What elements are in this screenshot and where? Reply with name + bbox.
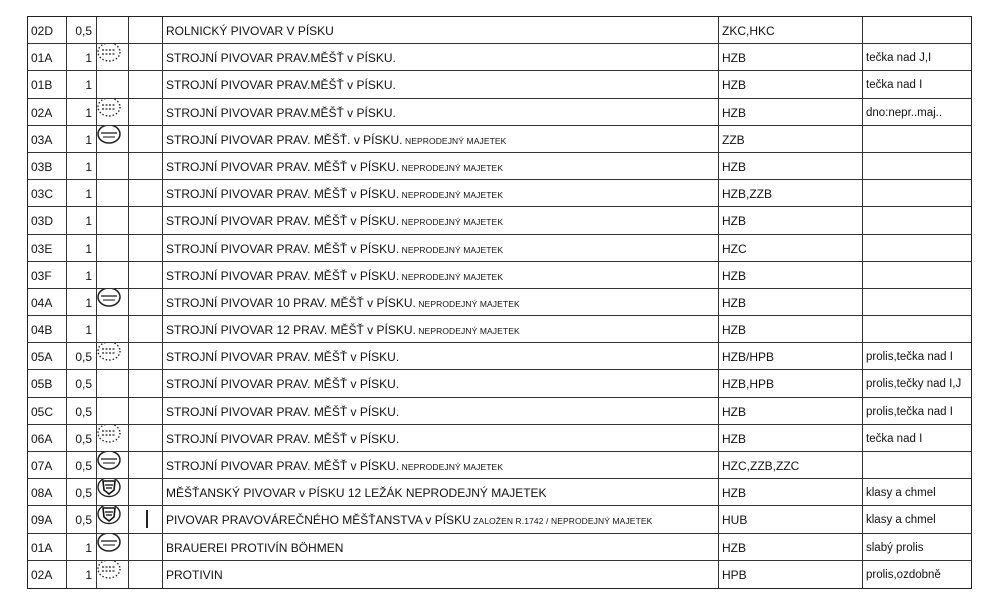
type-codes: HZB/HPB: [722, 350, 775, 365]
type-codes: HZB: [722, 78, 746, 93]
item-quantity: 1: [85, 295, 92, 310]
mark-cell: [132, 534, 162, 560]
type-codes: HPB: [722, 567, 747, 582]
stamp-image-cell: [96, 343, 128, 369]
mark-cell: [132, 71, 162, 97]
stamp-image-cell: [96, 207, 128, 233]
description-text: STROJNÍ PIVOVAR PRAV.MĚŠŤ v PÍSKU.: [166, 105, 396, 120]
item-note: prolis,ozdobně: [866, 568, 941, 581]
item-description: [164, 289, 714, 315]
description-note: NEPRODEJNÝ MAJETEK: [399, 217, 504, 228]
item-quantity: 1: [85, 540, 92, 555]
stamp-image-cell: [96, 452, 128, 478]
item-quantity: 1: [85, 105, 92, 120]
item-note: [864, 452, 971, 478]
table-row: [28, 534, 971, 561]
item-note: [864, 17, 971, 43]
type-codes: HZB,HPB: [722, 377, 775, 392]
table-row: [28, 398, 971, 425]
mark-cell: [132, 262, 162, 288]
item-note: [864, 289, 971, 315]
table-row: [28, 452, 971, 479]
description-text: STROJNÍ PIVOVAR PRAV. MĚŠŤ v PÍSKU.: [166, 241, 400, 256]
description-note: NEPRODEJNÝ MAJETEK: [415, 326, 520, 337]
item-description: [164, 99, 714, 125]
oval-stamp-icon: [96, 289, 122, 308]
col-divider-2: [96, 17, 97, 588]
description-note: NEPRODEJNÝ MAJETEK: [402, 135, 507, 146]
dotted-oval-stamp-icon: [96, 425, 122, 444]
mark-cell: [132, 235, 162, 261]
item-code: 03B: [31, 159, 53, 174]
item-note: prolis,tečka nad I: [866, 405, 953, 418]
item-description: [164, 17, 714, 43]
item-quantity: 1: [85, 132, 92, 147]
type-codes: HZB: [722, 486, 746, 501]
item-description: [164, 126, 714, 152]
item-description: [164, 71, 714, 97]
item-note: tečka nad I: [866, 79, 923, 92]
item-quantity: 0,5: [75, 24, 92, 38]
stamp-image-cell: [96, 479, 128, 505]
item-code: 03D: [31, 214, 54, 229]
stamp-image-cell: [96, 425, 128, 451]
col-divider-6: [862, 17, 863, 588]
item-description: [164, 44, 714, 70]
mark-cell: [132, 398, 162, 424]
item-description: [164, 343, 714, 369]
item-code: 01A: [31, 540, 53, 555]
description-text: STROJNÍ PIVOVAR PRAV.MĚŠŤ v PÍSKU.: [166, 78, 396, 93]
mark-cell: [132, 207, 162, 233]
item-description: [164, 452, 714, 478]
item-description: [164, 506, 714, 532]
table-row: [28, 316, 971, 343]
stamp-image-cell: [96, 153, 128, 179]
item-code: 03A: [31, 132, 53, 147]
item-quantity: 1: [85, 78, 92, 93]
item-quantity: 1: [85, 187, 92, 202]
item-quantity: 1: [85, 268, 92, 283]
item-description: [164, 180, 714, 206]
item-quantity: 1: [85, 567, 92, 582]
mark-cell: [132, 289, 162, 315]
item-code: 05B: [31, 377, 53, 392]
table-row: [28, 99, 971, 126]
table-row: [28, 126, 971, 153]
item-code: 01B: [31, 78, 53, 93]
table-row: [28, 289, 971, 316]
item-note: tečka nad I: [866, 432, 923, 445]
col-divider-4: [162, 17, 163, 588]
mark-cell: [132, 370, 162, 396]
description-note: NEPRODEJNÝ MAJETEK: [399, 271, 504, 282]
item-code: 08A: [31, 486, 53, 501]
item-code: 06A: [31, 431, 53, 446]
stamp-image-cell: [96, 316, 128, 342]
item-note: slabý prolis: [866, 541, 924, 554]
type-codes: HZB: [722, 214, 746, 229]
mark-cell: [132, 316, 162, 342]
stamp-image-cell: [96, 370, 128, 396]
description-text: STROJNÍ PIVOVAR PRAV. MĚŠŤ v PÍSKU.: [166, 214, 400, 229]
description-text: PROTIVIN: [166, 567, 223, 582]
type-codes: HZC: [722, 241, 747, 256]
type-codes: ZKC,HKC: [722, 24, 775, 38]
item-quantity: 0,5: [75, 431, 92, 446]
table-row: [28, 71, 971, 98]
mark-cell: [132, 506, 162, 532]
description-text: MĚŠŤANSKÝ PIVOVAR v PÍSKU 12 LEŽÁK NEPRODEJNÝ MAJETEK: [166, 486, 547, 501]
mark-cell: [132, 99, 162, 125]
type-codes: HZB,ZZB: [722, 187, 772, 202]
description-note: NEPRODEJNÝ MAJETEK: [399, 462, 504, 473]
description-text: STROJNÍ PIVOVAR PRAV. MĚŠŤ v PÍSKU.: [166, 268, 400, 283]
mark-cell: [132, 452, 162, 478]
type-codes: HZB: [722, 105, 746, 120]
table-row: [28, 425, 971, 452]
table-row: [28, 44, 971, 71]
description-text: PIVOVAR PRAVOVÁREČNÉHO MĚŠŤANSTVA v PÍSKU: [166, 513, 471, 528]
table-row: [28, 479, 971, 506]
type-codes: HZB: [722, 431, 746, 446]
item-quantity: 0,5: [75, 404, 92, 419]
stamp-image-cell: [96, 71, 128, 97]
description-text: ROLNICKÝ PIVOVAR V PÍSKU: [166, 24, 334, 38]
item-note: [864, 153, 971, 179]
table-row: [28, 561, 971, 588]
dotted-oval-stamp-icon: [96, 561, 122, 580]
item-description: [164, 425, 714, 451]
item-note: tečka nad J,I: [866, 52, 932, 65]
item-code: 03C: [31, 187, 54, 202]
stamp-image-cell: [96, 534, 128, 560]
item-quantity: 0,5: [75, 513, 92, 528]
item-description: [164, 235, 714, 261]
item-note: dno:nepr..maj..: [866, 106, 943, 119]
item-note: [864, 126, 971, 152]
oval-stamp-icon: [96, 452, 122, 471]
description-text: STROJNÍ PIVOVAR 12 PRAV. MĚŠŤ v PÍSKU.: [166, 323, 416, 338]
type-codes: HZC,ZZB,ZZC: [722, 459, 800, 474]
item-code: 05C: [31, 404, 54, 419]
item-code: 03F: [31, 268, 52, 283]
mark-cell: [132, 479, 162, 505]
table-row: [28, 262, 971, 289]
table-row: [28, 506, 971, 533]
table-row: [28, 17, 971, 44]
item-code: 03E: [31, 241, 53, 256]
dotted-oval-stamp-icon: [96, 343, 122, 362]
table-row: [28, 235, 971, 262]
item-quantity: 0,5: [75, 377, 92, 392]
item-code: 05A: [31, 350, 53, 365]
description-note: NEPRODEJNÝ MAJETEK: [399, 162, 504, 173]
item-note: klasy a chmel: [866, 487, 936, 500]
mark-cell: [132, 561, 162, 588]
crest-stamp-icon: [96, 479, 122, 498]
stamp-image-cell: [96, 44, 128, 70]
item-note: prolis,tečky nad I,J: [866, 378, 962, 391]
item-description: [164, 207, 714, 233]
item-quantity: 0,5: [75, 486, 92, 501]
item-description: [164, 561, 714, 588]
col-divider-3: [128, 17, 129, 588]
col-divider-5: [718, 17, 719, 588]
table-row: [28, 343, 971, 370]
description-text: BRAUEREI PROTIVÍN BÖHMEN: [166, 540, 344, 555]
item-quantity: 1: [85, 159, 92, 174]
stamp-image-cell: [96, 235, 128, 261]
item-quantity: 1: [85, 323, 92, 338]
mark-cell: [132, 180, 162, 206]
type-codes: HZB: [722, 268, 746, 283]
item-code: 02A: [31, 105, 53, 120]
description-text: STROJNÍ PIVOVAR PRAV. MĚŠŤ v PÍSKU.: [166, 159, 400, 174]
description-text: STROJNÍ PIVOVAR PRAV. MĚŠŤ v PÍSKU.: [166, 350, 400, 365]
item-quantity: 1: [85, 241, 92, 256]
type-codes: HZB: [722, 404, 746, 419]
stamp-image-cell: [96, 126, 128, 152]
description-text: STROJNÍ PIVOVAR PRAV. MĚŠŤ v PÍSKU.: [166, 187, 400, 202]
type-codes: HZB: [722, 159, 746, 174]
type-codes: HZB: [722, 51, 746, 66]
item-quantity: 1: [85, 51, 92, 66]
crest-stamp-icon: [96, 506, 122, 525]
stamp-image-cell: [96, 262, 128, 288]
item-note: [864, 235, 971, 261]
description-text: STROJNÍ PIVOVAR PRAV. MĚŠŤ v PÍSKU.: [166, 459, 400, 474]
oval-stamp-icon: [96, 534, 122, 553]
type-codes: HZB: [722, 323, 746, 338]
type-codes: ZZB: [722, 132, 745, 147]
stamp-image-cell: [96, 561, 128, 588]
dotted-oval-stamp-icon: [96, 44, 122, 63]
item-code: 02A: [31, 567, 53, 582]
table-row: [28, 180, 971, 207]
item-description: [164, 153, 714, 179]
item-code: 01A: [31, 51, 53, 66]
table-row: [28, 153, 971, 180]
item-quantity: 0,5: [75, 350, 92, 365]
mark-cell: [132, 425, 162, 451]
description-note: NEPRODEJNÝ MAJETEK: [399, 190, 504, 201]
dotted-oval-stamp-icon: [96, 99, 122, 118]
item-note: [864, 316, 971, 342]
description-text: STROJNÍ PIVOVAR PRAV. MĚŠŤ v PÍSKU.: [166, 404, 400, 419]
description-note: NEPRODEJNÝ MAJETEK: [415, 298, 520, 309]
mark-cell: [132, 44, 162, 70]
mark-cell: [132, 153, 162, 179]
stamp-image-cell: [96, 506, 128, 532]
item-code: 04A: [31, 295, 53, 310]
stamp-image-cell: [96, 17, 128, 43]
item-code: 07A: [31, 459, 53, 474]
description-text: STROJNÍ PIVOVAR PRAV. MĚŠŤ. v PÍSKU.: [166, 132, 403, 147]
inventory-table: [27, 16, 972, 589]
table-row: [28, 207, 971, 234]
item-code: 09A: [31, 513, 53, 528]
type-codes: HZB: [722, 295, 746, 310]
description-note: NEPRODEJNÝ MAJETEK: [399, 244, 504, 255]
tick-mark-icon: [146, 510, 148, 528]
type-codes: HZB: [722, 540, 746, 555]
item-code: 04B: [31, 323, 53, 338]
stamp-image-cell: [96, 398, 128, 424]
description-note: ZALOŽEN R.1742 / NEPRODEJNÝ MAJETEK: [470, 516, 653, 527]
item-note: prolis,tečka nad I: [866, 351, 953, 364]
mark-cell: [132, 343, 162, 369]
col-divider-1: [66, 17, 67, 588]
stamp-image-cell: [96, 180, 128, 206]
item-code: 02D: [31, 24, 54, 38]
item-quantity: 0,5: [75, 459, 92, 474]
mark-cell: [132, 126, 162, 152]
item-note: [864, 207, 971, 233]
stamp-image-cell: [96, 99, 128, 125]
item-note: [864, 262, 971, 288]
item-description: [164, 262, 714, 288]
mark-cell: [132, 17, 162, 43]
oval-stamp-icon: [96, 126, 122, 145]
type-codes: HUB: [722, 513, 748, 528]
description-text: STROJNÍ PIVOVAR PRAV.MĚŠŤ v PÍSKU.: [166, 51, 396, 66]
stamp-image-cell: [96, 289, 128, 315]
item-note: [864, 180, 971, 206]
item-description: [164, 534, 714, 560]
item-quantity: 1: [85, 214, 92, 229]
description-text: STROJNÍ PIVOVAR 10 PRAV. MĚŠŤ v PÍSKU.: [166, 295, 416, 310]
item-description: [164, 479, 714, 505]
item-description: [164, 370, 714, 396]
item-description: [164, 398, 714, 424]
item-description: [164, 316, 714, 342]
table-row: [28, 370, 971, 397]
item-note: klasy a chmel: [866, 514, 936, 527]
description-text: STROJNÍ PIVOVAR PRAV. MĚŠŤ v PÍSKU.: [166, 431, 400, 446]
description-text: STROJNÍ PIVOVAR PRAV. MĚŠŤ v PÍSKU.: [166, 377, 400, 392]
